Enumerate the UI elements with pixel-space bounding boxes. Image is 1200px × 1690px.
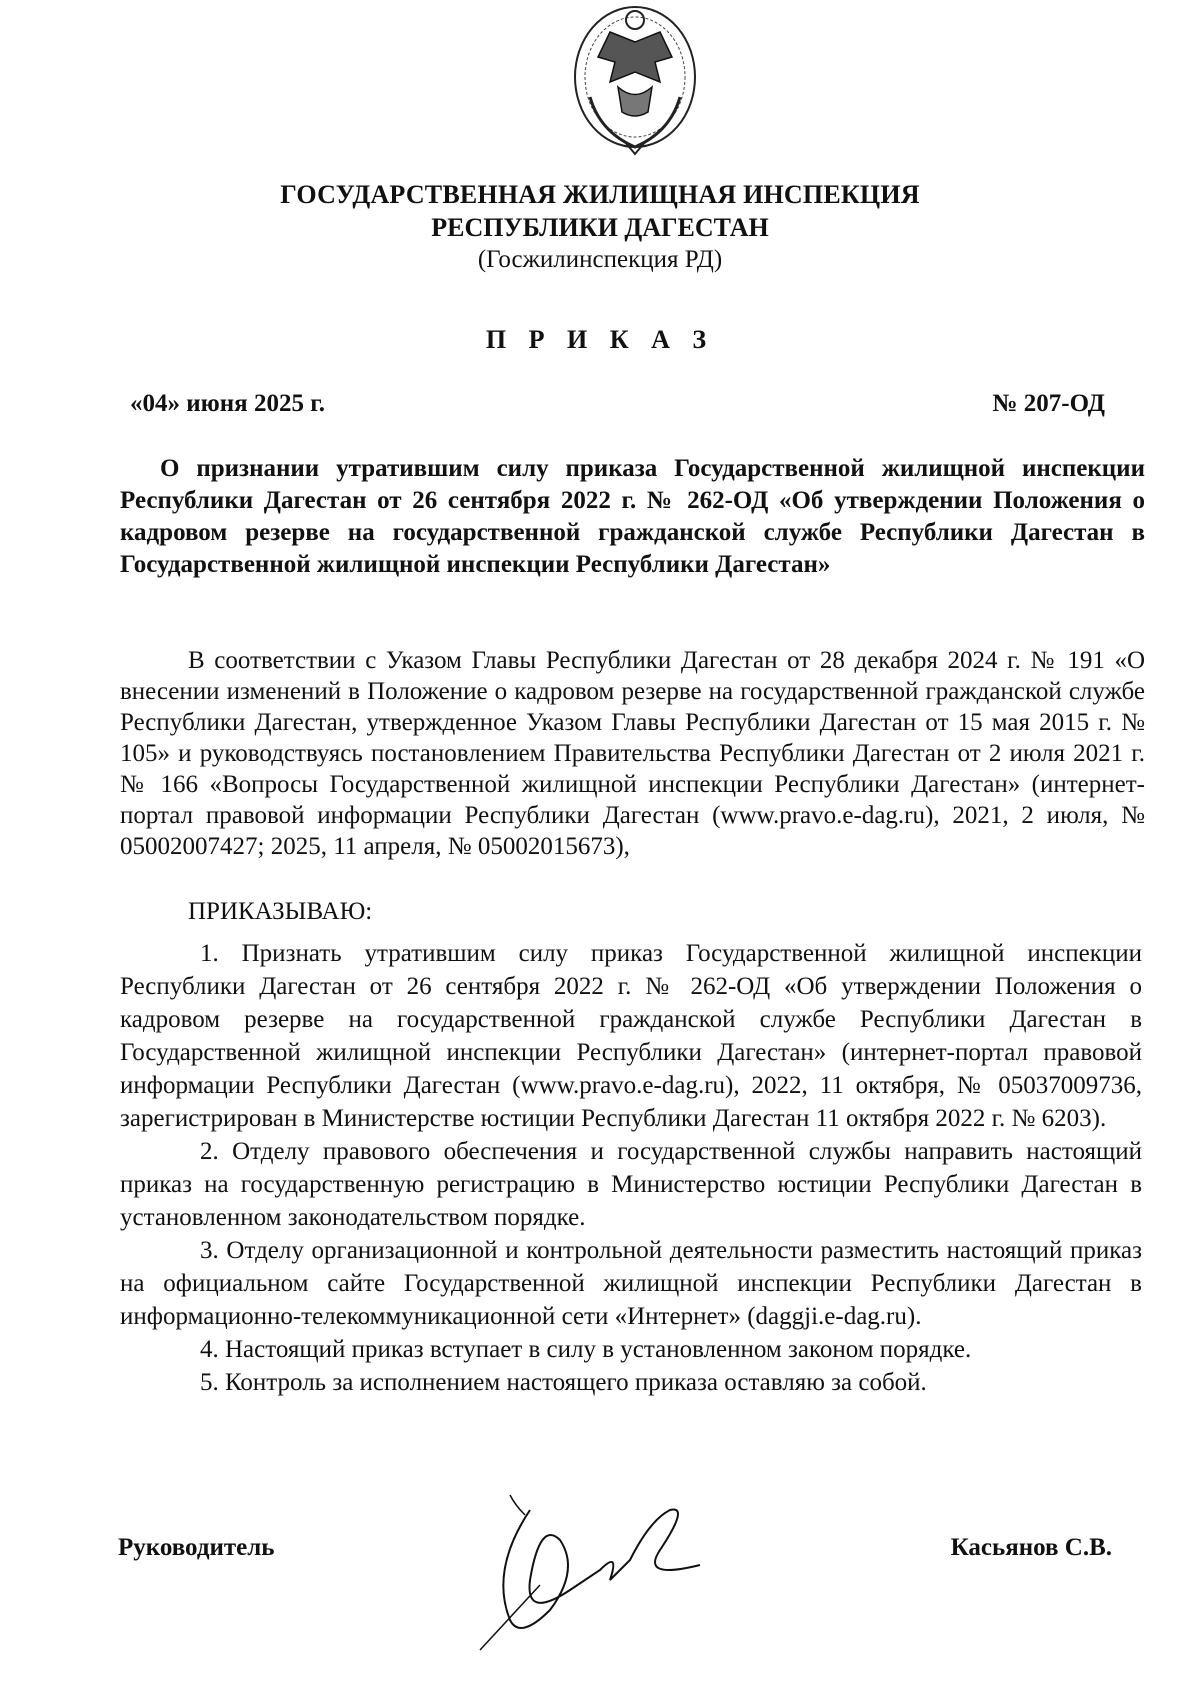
org-name-line1: ГОСУДАРСТВЕННАЯ ЖИЛИЩНАЯ ИНСПЕКЦИЯ	[280, 180, 920, 209]
order-item-5: 5. Контроль за исполнением настоящего приказа оставляю за собой.	[200, 1369, 927, 1396]
document-subject: О признании утратившим силу приказа Государственной жилищной инспекции Республики Дагестан от 26 сентября 2022 г. № 262-ОД «Об утверждении Положения о кадровом резерве на государственной гражданской службе Республики Дагестан в Государственной жилищной инспекции Республики Дагестан»	[120, 455, 1145, 578]
org-short-name: (Госжилинспекция РД)	[477, 246, 723, 273]
order-item-3: 3. Отделу организационной и контрольной деятельности разместить настоящий приказ на официальном сайте Государственной жилищной инспекции Республики Дагестан в информационно-телекоммуникационной сети «Интернет» (daggji.e-dag.ru).	[120, 1237, 1142, 1330]
org-name-line2: РЕСПУБЛИКИ ДАГЕСТАН	[431, 213, 769, 242]
order-item-1: 1. Признать утратившим силу приказ Государственной жилищной инспекции Республики Дагестан от 26 сентября 2022 г. № 262-ОД «Об утверждении Положения о кадровом резерве на государственной гражданской службе Республики Дагестан в Государственной жилищной инспекции Республики Дагестан» (интернет-портал правовой информации Республики Дагестан (www.pravo.e-dag.ru), 2022, 11 октября, № 05037009736, зарегистрирован в Министерстве юстиции Республики Дагестан 11 октября 2022 г. № 6203).	[120, 940, 1142, 1132]
signatory-position: Руководитель	[118, 1534, 275, 1561]
document-date: «04» июня 2025 г.	[130, 390, 325, 417]
document-type: П Р И К А З	[485, 325, 715, 354]
order-items	[120, 937, 1142, 1399]
order-word: ПРИКАЗЫВАЮ:	[188, 898, 373, 925]
preamble-paragraph: В соответствии с Указом Главы Республики Дагестан от 28 декабря 2024 г. № 191 «О внесении изменений в Положение о кадровом резерве на государственной гражданской службе Республики Дагестан, утвержденное Указом Главы Республики Дагестан от 15 мая 2015 г. № 105» и руководствуясь постановлением Правительства Республики Дагестан от 2 июля 2021 г. № 166 «Вопросы Государственной жилищной инспекции Республики Дагестан» (интернет-портал правовой информации Республики Дагестан (www.pravo.e-dag.ru), 2021, 2 июля, № 05002007427; 2025, 11 апреля, № 05002015673),	[120, 647, 1145, 860]
coat-of-arms-icon	[570, 2, 700, 157]
handwritten-signature-icon	[470, 1490, 730, 1660]
signatory-name: Касьянов С.В.	[950, 1534, 1112, 1561]
document-number: № 207-ОД	[992, 390, 1105, 417]
order-item-2: 2. Отделу правового обеспечения и государственной службы направить настоящий приказ на государственную регистрацию в Министерство юстиции Республики Дагестан в установленном законодательством порядке.	[120, 1138, 1142, 1231]
order-item-4: 4. Настоящий приказ вступает в силу в установленном законом порядке.	[200, 1336, 972, 1363]
